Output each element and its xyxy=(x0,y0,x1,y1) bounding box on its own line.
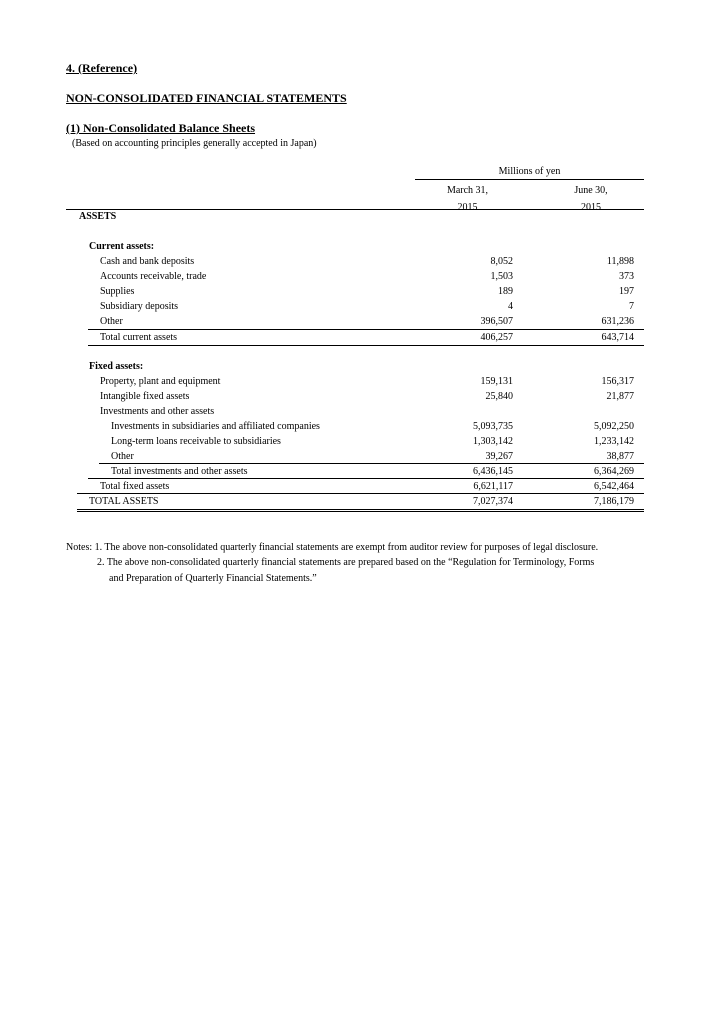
subtotal-rule xyxy=(99,463,644,464)
column-header-march-line2: 2015 xyxy=(457,202,478,213)
total-current-assets-label: Total current assets xyxy=(100,332,178,343)
total-current-assets-june: 643,714 xyxy=(601,332,634,343)
subtotal-rule xyxy=(88,478,644,479)
unit-label: Millions of yen xyxy=(498,166,561,177)
table-row-value-june: 5,092,250 xyxy=(594,421,634,432)
column-header-june-line2: 2015 xyxy=(581,202,601,213)
table-row-value-june: 197 xyxy=(619,286,634,297)
header-rule xyxy=(66,209,644,210)
total-assets-june: 7,186,179 xyxy=(594,496,634,507)
total-rule xyxy=(88,345,644,346)
table-row-value-march: 25,840 xyxy=(485,391,513,402)
table-row-value-march: 8,052 xyxy=(490,256,513,267)
current-assets-label: Current assets: xyxy=(89,241,155,252)
total-investments-label: Total investments and other assets xyxy=(111,466,248,477)
table-row-value-june: 38,877 xyxy=(606,451,634,462)
table-row-value-june: 1,233,142 xyxy=(594,436,634,447)
subtotal-rule xyxy=(88,329,644,330)
table-row-value-june: 7 xyxy=(629,301,634,312)
column-header-march xyxy=(420,182,515,216)
total-assets-march: 7,027,374 xyxy=(473,496,513,507)
table-row-label: Long-term loans receivable to subsidiaries xyxy=(111,436,281,447)
table-row-value-march: 189 xyxy=(498,286,513,297)
table-row-value-march: 159,131 xyxy=(480,376,513,387)
table-row-value-june: 373 xyxy=(619,271,634,282)
table-row-value-june: 631,236 xyxy=(601,316,634,327)
note-2: 2. The above non-consolidated quarterly financial statements are prepared based on the “Regulation for Terminology, Forms xyxy=(97,557,595,568)
double-rule-top xyxy=(77,509,644,510)
total-assets-label: TOTAL ASSETS xyxy=(89,496,159,507)
table-row-label: Cash and bank deposits xyxy=(100,256,195,267)
table-row-value-march: 396,507 xyxy=(480,316,513,327)
table-row-label: Investments in subsidiaries and affiliated companies xyxy=(111,421,320,432)
table-row-label: Other xyxy=(111,451,134,462)
total-investments-march: 6,436,145 xyxy=(473,466,513,477)
unit-rule xyxy=(415,179,644,180)
accounting-basis: (Based on accounting principles generally accepted in Japan) xyxy=(72,138,317,149)
table-row-value-march: 5,093,735 xyxy=(473,421,513,432)
table-row-label: Supplies xyxy=(100,286,135,297)
note-2-continued: and Preparation of Quarterly Financial Statements.” xyxy=(109,573,317,584)
total-current-assets-march: 406,257 xyxy=(480,332,513,343)
table-row-value-june: 11,898 xyxy=(606,256,634,267)
subtotal-rule xyxy=(77,493,644,494)
column-header-june-line1: June 30, xyxy=(574,185,608,196)
table-row-label: Property, plant and equipment xyxy=(100,376,221,387)
table-row-label: Accounts receivable, trade xyxy=(100,271,207,282)
section-heading: 4. (Reference) xyxy=(66,61,138,75)
table-row-label: Intangible fixed assets xyxy=(100,391,190,402)
table-row-value-march: 39,267 xyxy=(485,451,513,462)
statement-subtitle: (1) Non-Consolidated Balance Sheets xyxy=(66,121,256,135)
fixed-assets-label: Fixed assets: xyxy=(89,361,144,372)
column-header-march-line1: March 31, xyxy=(446,185,489,196)
table-row-value-march: 4 xyxy=(508,301,513,312)
total-fixed-assets-march: 6,621,117 xyxy=(473,481,513,492)
table-row-value-june: 21,877 xyxy=(606,391,634,402)
total-fixed-assets-june: 6,542,464 xyxy=(594,481,634,492)
note-1: Notes: 1. The above non-consolidated quarterly financial statements are exempt from auditor review for purposes of legal disclosure. xyxy=(66,542,599,553)
assets-label: ASSETS xyxy=(79,211,117,222)
total-investments-june: 6,364,269 xyxy=(594,466,634,477)
table-row-label: Investments and other assets xyxy=(100,406,215,417)
table-row-value-march: 1,503 xyxy=(490,271,513,282)
table-row-label: Other xyxy=(100,316,123,327)
table-row-label: Subsidiary deposits xyxy=(100,301,179,312)
document-title: NON-CONSOLIDATED FINANCIAL STATEMENTS xyxy=(66,91,347,105)
table-row-value-march: 1,303,142 xyxy=(473,436,513,447)
double-rule-bottom xyxy=(77,511,644,512)
total-fixed-assets-label: Total fixed assets xyxy=(100,481,170,492)
column-header-june xyxy=(550,182,632,216)
table-row-value-june: 156,317 xyxy=(601,376,634,387)
